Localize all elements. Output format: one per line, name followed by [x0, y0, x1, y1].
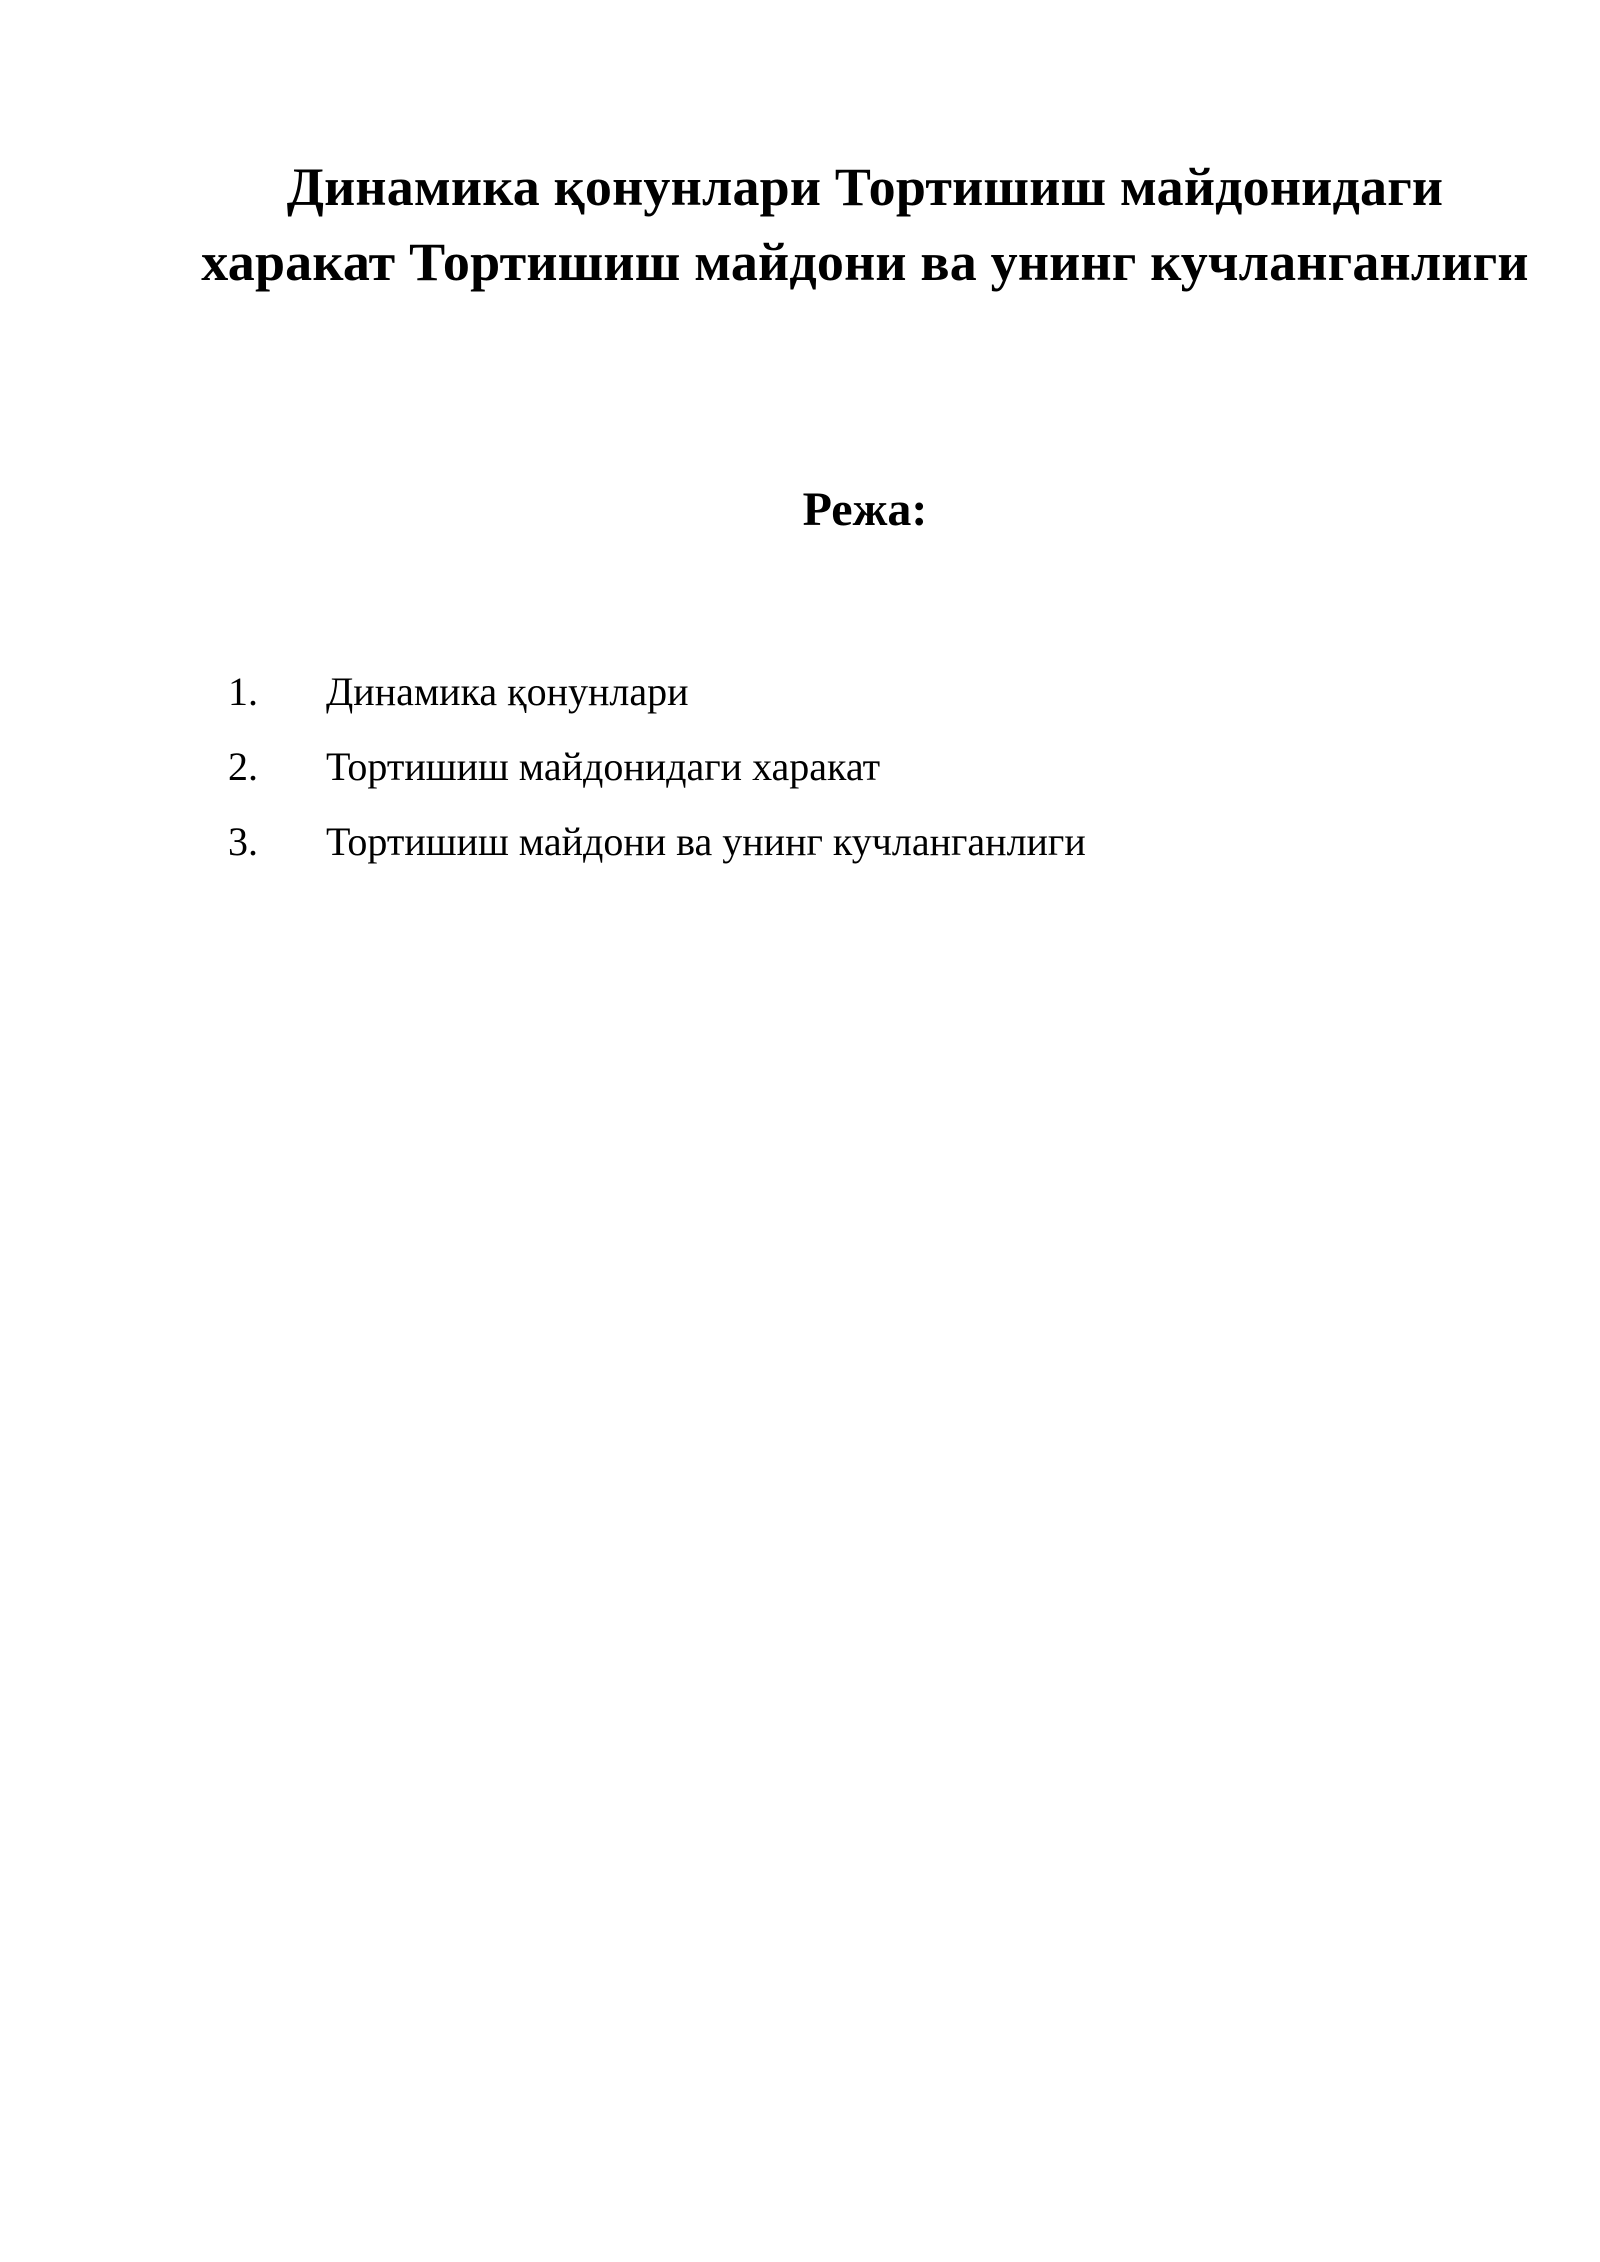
- plan-item-text: Тортишиш майдонидаги харакат: [326, 744, 881, 789]
- plan-list: [228, 660, 1428, 885]
- plan-heading: Режа:: [802, 483, 928, 536]
- plan-item-number: 2.: [228, 744, 258, 789]
- plan-item-text: Тортишиш майдони ва унинг кучланганлиги: [326, 819, 1086, 864]
- document-title: Динамика қонунлари Тортишиш майдонидаги харакат Тортишиш майдони ва унинг кучланганлиги: [201, 157, 1529, 292]
- plan-list-item: [228, 810, 1428, 885]
- plan-item-number: 3.: [228, 819, 258, 864]
- plan-list-item: [228, 660, 1428, 735]
- plan-item-text: Динамика қонунлари: [326, 669, 689, 714]
- plan-list-item: [228, 735, 1428, 810]
- plan-item-number: 1.: [228, 669, 258, 714]
